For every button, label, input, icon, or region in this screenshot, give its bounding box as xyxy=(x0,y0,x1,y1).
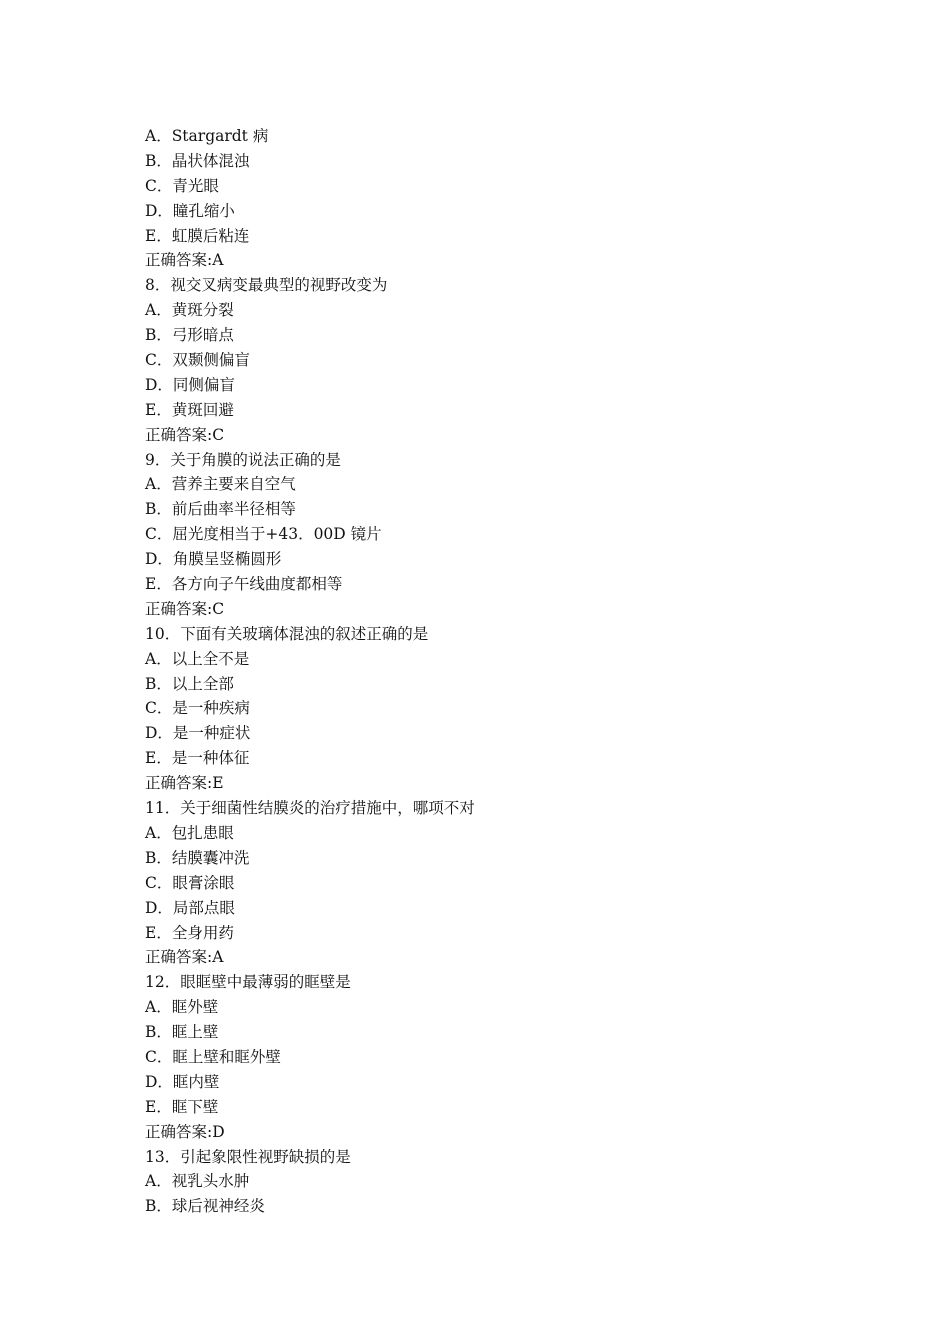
option-line: D．瞳孔缩小 xyxy=(145,201,235,220)
option-line: E．是一种体征 xyxy=(145,749,250,768)
option-line: B．眶上壁 xyxy=(145,1023,219,1042)
option-line: A．眶外壁 xyxy=(145,998,219,1017)
answer-line: 正确答案:C xyxy=(145,425,225,444)
option-line: E．眶下壁 xyxy=(145,1097,219,1116)
option-line: B．晶状体混浊 xyxy=(145,151,250,170)
option-line: C．眶上壁和眶外壁 xyxy=(145,1047,281,1066)
option-line: C．青光眼 xyxy=(145,176,219,195)
option-line: A．以上全不是 xyxy=(145,649,250,668)
option-line: B．球后视神经炎 xyxy=(145,1197,265,1216)
option-line: B．以上全部 xyxy=(145,674,234,693)
answer-line: 正确答案:A xyxy=(145,251,224,270)
question-line: 10．下面有关玻璃体混浊的叙述正确的是 xyxy=(145,624,429,643)
option-line: C．屈光度相当于+43．00D 镜片 xyxy=(145,525,382,544)
option-line: E．全身用药 xyxy=(145,923,234,942)
option-line: D．是一种症状 xyxy=(145,724,251,743)
option-line: D．局部点眼 xyxy=(145,898,235,917)
option-line: B．前后曲率半径相等 xyxy=(145,500,296,519)
answer-line: 正确答案:D xyxy=(145,1122,225,1141)
option-line: B．弓形暗点 xyxy=(145,326,234,345)
answer-line: 正确答案:A xyxy=(145,948,224,967)
option-line: A．Stargardt 病 xyxy=(145,127,269,145)
option-line: C．眼膏涂眼 xyxy=(145,873,235,892)
option-line: D．同侧偏盲 xyxy=(145,375,235,394)
option-line: A．视乳头水肿 xyxy=(145,1172,250,1191)
answer-line: 正确答案:C xyxy=(145,599,225,618)
option-line: E．各方向子午线曲度都相等 xyxy=(145,575,343,594)
answer-line: 正确答案:E xyxy=(145,774,224,793)
option-line: D．眶内壁 xyxy=(145,1072,220,1091)
option-line: C．是一种疾病 xyxy=(145,699,250,718)
question-line: 11．关于细菌性结膜炎的治疗措施中，哪项不对 xyxy=(145,799,475,818)
document-body xyxy=(145,124,845,1219)
option-line: E．黄斑回避 xyxy=(145,400,234,419)
option-line: A．黄斑分裂 xyxy=(145,301,234,320)
question-line: 8．视交叉病变最典型的视野改变为 xyxy=(145,276,388,295)
option-line: D．角膜呈竖椭圆形 xyxy=(145,550,282,569)
option-line: C．双颞侧偏盲 xyxy=(145,351,250,370)
question-line: 12．眼眶壁中最薄弱的眶壁是 xyxy=(145,973,351,992)
question-line: 9．关于角膜的说法正确的是 xyxy=(145,450,341,469)
option-line: E．虹膜后粘连 xyxy=(145,226,250,245)
option-line: B．结膜囊冲洗 xyxy=(145,848,250,867)
question-line: 13．引起象限性视野缺损的是 xyxy=(145,1147,351,1166)
option-line: A．包扎患眼 xyxy=(145,823,234,842)
option-line: A．营养主要来自空气 xyxy=(145,475,296,494)
